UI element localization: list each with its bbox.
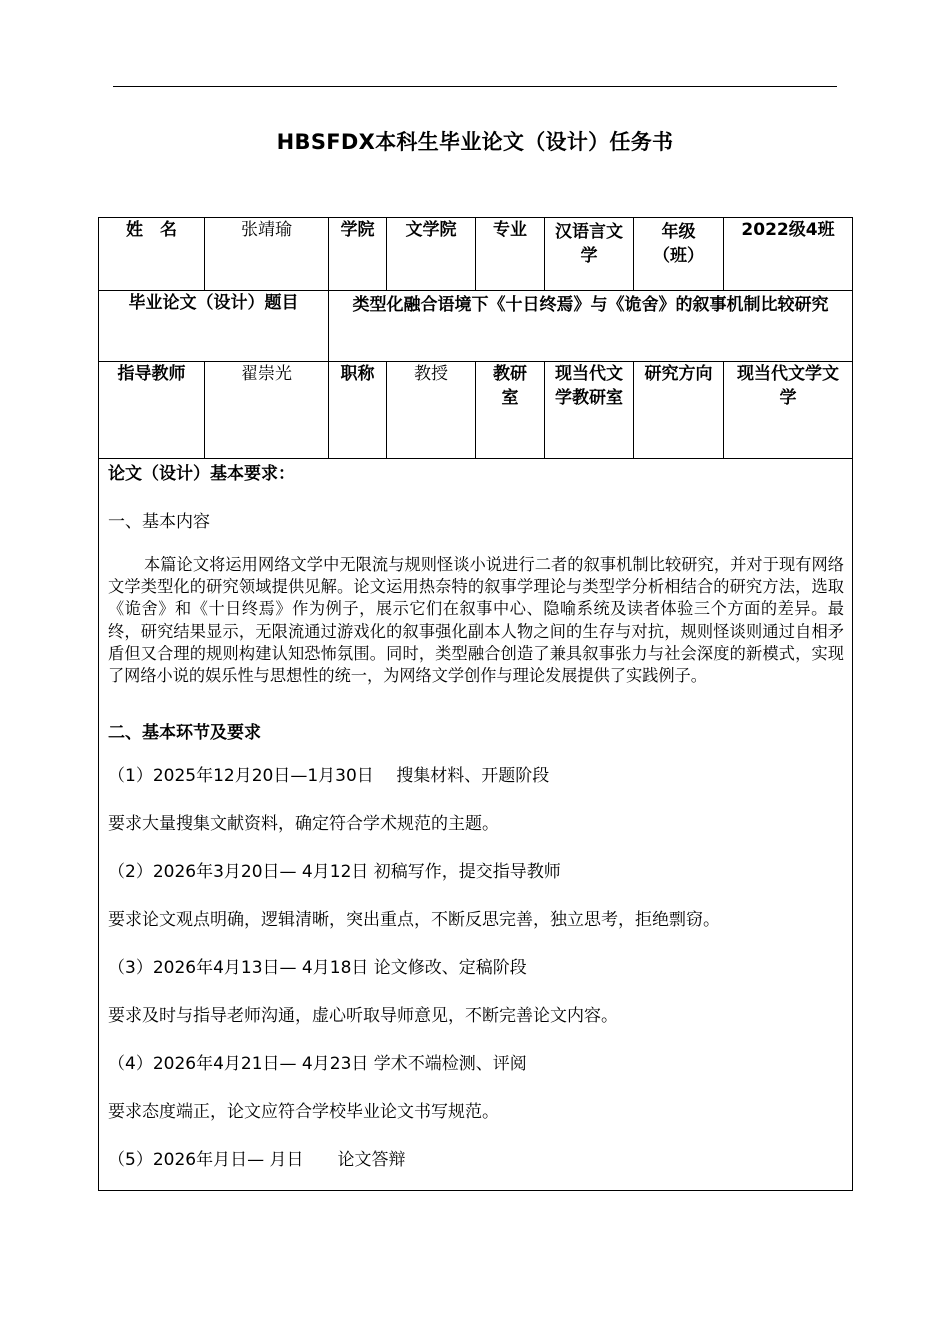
topic-label: 毕业论文（设计）题目 bbox=[99, 291, 329, 362]
grade-value: 2022级4班 bbox=[724, 218, 853, 291]
major-label: 专业 bbox=[476, 218, 545, 291]
college-label: 学院 bbox=[329, 218, 387, 291]
major-value: 汉语言文学 bbox=[545, 218, 634, 291]
topic-value: 类型化融合语境下《十日终焉》与《诡舍》的叙事机制比较研究 bbox=[329, 291, 853, 362]
stage-4-requirement: 要求态度端正，论文应符合学校毕业论文书写规范。 bbox=[108, 1102, 499, 1122]
title-label: 职称 bbox=[329, 362, 387, 459]
office-value: 现当代文学教研室 bbox=[545, 362, 634, 459]
info-row-advisor bbox=[99, 362, 853, 459]
requirements-row bbox=[99, 459, 853, 1191]
title-value: 教授 bbox=[387, 362, 476, 459]
header-rule bbox=[113, 86, 837, 87]
stage-3-requirement: 要求及时与指导老师沟通，虚心听取导师意见，不断完善论文内容。 bbox=[108, 1006, 618, 1026]
requirements-heading: 论文（设计）基本要求： bbox=[108, 464, 295, 484]
college-value: 文学院 bbox=[387, 218, 476, 291]
advisor-label: 指导教师 bbox=[99, 362, 205, 459]
info-row-topic bbox=[99, 291, 853, 362]
requirements-body bbox=[99, 459, 852, 1190]
stage-2-line: （2）2026年3月20日— 4月12日 初稿写作，提交指导教师 bbox=[108, 862, 561, 882]
direction-value: 现当代文学文学 bbox=[724, 362, 853, 459]
stage-1-line: （1）2025年12月20日—1月30日 搜集材料、开题阶段 bbox=[108, 766, 550, 786]
stage-2-requirement: 要求论文观点明确，逻辑清晰，突出重点，不断反思完善，独立思考，拒绝剽窃。 bbox=[108, 910, 720, 930]
office-label: 教研室 bbox=[476, 362, 545, 459]
requirements-cell bbox=[99, 459, 853, 1191]
name-value: 张靖瑜 bbox=[205, 218, 329, 291]
section2-title: 二、基本环节及要求 bbox=[108, 723, 261, 743]
task-form-table bbox=[98, 217, 853, 1191]
name-label: 姓 名 bbox=[99, 218, 205, 291]
stage-1-requirement: 要求大量搜集文献资料，确定符合学术规范的主题。 bbox=[108, 814, 499, 834]
section1-title: 一、基本内容 bbox=[108, 512, 210, 532]
info-row-student bbox=[99, 218, 853, 291]
grade-label: 年级（班） bbox=[634, 218, 724, 291]
stage-5-line: （5）2026年月日— 月日 论文答辩 bbox=[108, 1150, 406, 1170]
advisor-value: 翟崇光 bbox=[205, 362, 329, 459]
direction-label: 研究方向 bbox=[634, 362, 724, 459]
section1-body: 本篇论文将运用网络文学中无限流与规则怪谈小说进行二者的叙事机制比较研究，并对于现有网络文学类型化的研究领域提供见解。论文运用热奈特的叙事学理论与类型学分析相结合的研究方法，选取《诡舍》和《十日终焉》作为例子，展示它们在叙事中心、隐喻系统及读者体验三个方面的差异。最终，研究结果显示，无限流通过游戏化的叙事强化副本人物之间的生存与对抗，规则怪谈则通过自相矛盾但又合理的规则构建认知恐怖氛围。同时，类型融合创造了兼具叙事张力与社会深度的新模式，实现了网络小说的娱乐性与思想性的统一，为网络文学创作与理论发展提供了实践例子。 bbox=[108, 555, 844, 686]
stage-4-line: （4）2026年4月21日— 4月23日 学术不端检测、评阅 bbox=[108, 1054, 527, 1074]
stage-3-line: （3）2026年4月13日— 4月18日 论文修改、定稿阶段 bbox=[108, 958, 527, 978]
document-title: HBSFDX本科生毕业论文（设计）任务书 bbox=[276, 130, 674, 154]
